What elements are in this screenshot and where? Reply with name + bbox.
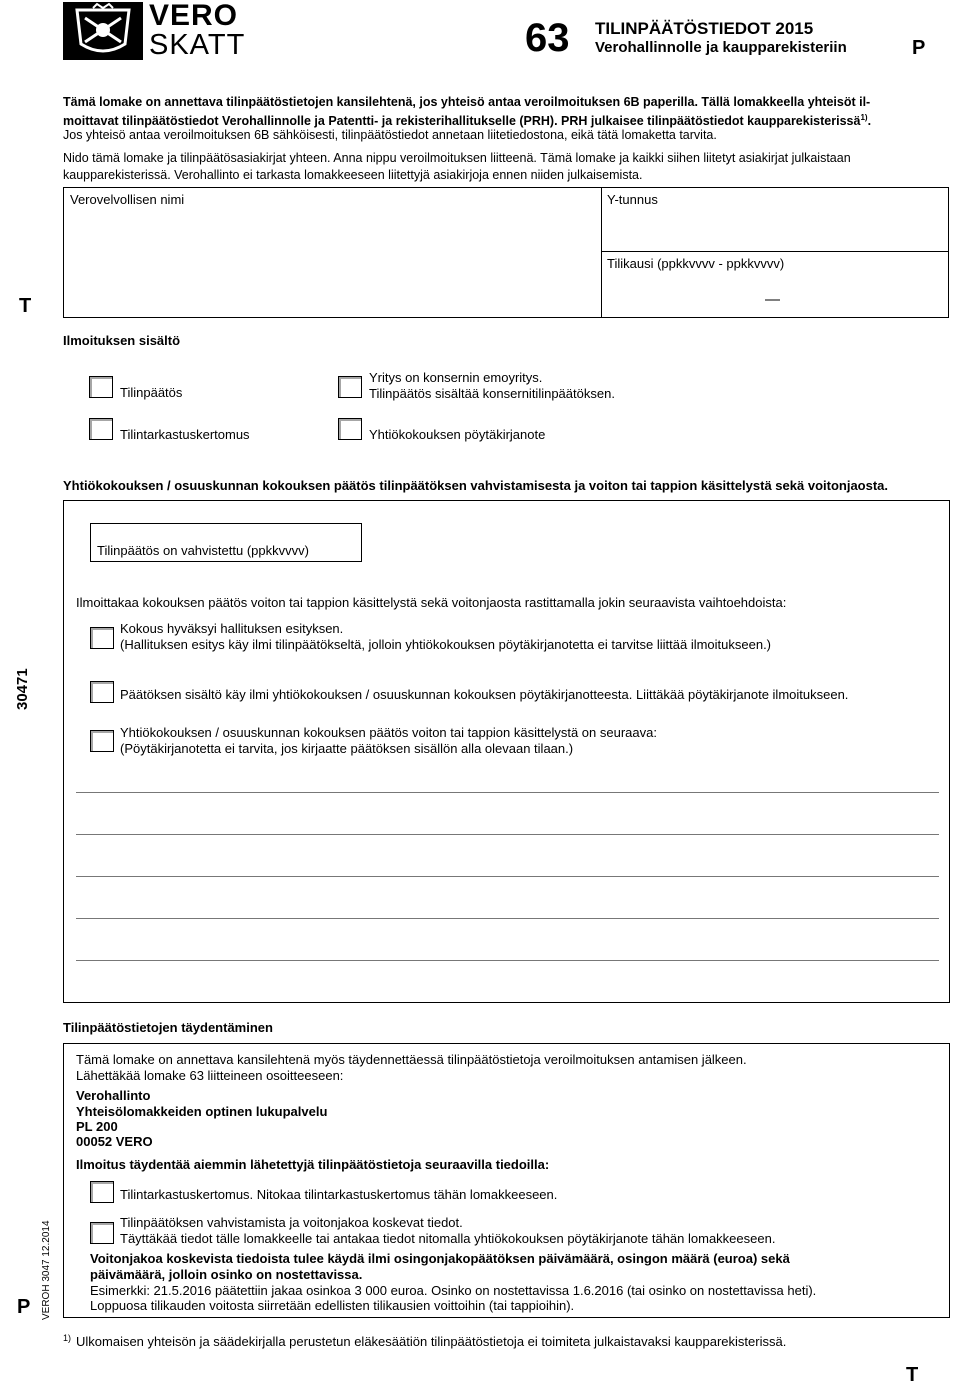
side-code-veroh: VEROH 3047 12.2014 [41, 1220, 52, 1320]
form-subtitle: Verohallinnolle ja kaupparekisteriin [595, 39, 847, 56]
confirmation-date-label: Tilinpäätös on vahvistettu (ppkkvvvv) [97, 543, 309, 558]
decision-writing-line-3[interactable] [76, 876, 939, 877]
address-line-3: PL 200 [76, 1119, 118, 1134]
taxpayer-name-label: Verovelvollisen nimi [70, 192, 185, 207]
supplement-heading: Tilinpäätöstietojen täydentäminen [63, 1020, 273, 1035]
supplement-line-1: Tämä lomake on annettava kansilehtenä myös täydennettäessä tilinpäätöstietoja veroilmoituksen antamisen jälkeen. [76, 1052, 747, 1067]
business-id-label: Y-tunnus [607, 192, 658, 207]
board-proposal-label-1: Kokous hyväksyi hallituksen esityksen. [120, 621, 344, 636]
intro-line-5: kaupparekisterissä. Verohallinto ei tarkasta lomakkeeseen liitettyjä asiakirjoja ennen niiden julkaisemista. [63, 168, 643, 182]
decision-writing-line-5[interactable] [76, 960, 939, 961]
form-title: TILINPÄÄTÖSTIEDOT 2015 [595, 19, 814, 38]
corner-letter-t: T [906, 1364, 919, 1386]
checkbox-minutes-excerpt[interactable] [338, 418, 362, 440]
supplement-bold-1: Voitonjakoa koskevista tiedoista tulee käydä ilmi osingonjakopäätöksen päivämäärä, osingon määrä (euroa) sekä [90, 1251, 790, 1266]
checkbox-parent-company[interactable] [338, 376, 362, 398]
decision-written-label-2: (Pöytäkirjanotetta ei tarvita, jos kirjaatte päätöksen sisällön alla olevaan tilaan.) [120, 741, 574, 756]
decision-box [63, 500, 950, 1003]
footnote-ref: 1) [860, 113, 868, 122]
decision-written-label-1: Yhtiökokouksen / osuuskunnan kokouksen päätös voiton tai tappion käsittelystä on seuraava: [120, 725, 657, 740]
intro-line-1: Tämä lomake on annettava tilinpäätöstietojen kansilehtenä, jos yhteisö antaa veroilmoituksen 6B paperilla. Tällä lomakkeella yhteisöt il- [63, 95, 871, 109]
intro-line-4: Nido tämä lomake ja tilinpäätösasiakirjat yhteen. Anna nippu veroilmoituksen liitteenä. Tämä lomake ja kaikki siihen liitetyt asiakirjat julkaistaan [63, 151, 851, 165]
vero-logo [63, 2, 251, 60]
checkbox-parent-company-label-1: Yritys on konsernin emoyritys. [369, 370, 543, 385]
checkbox-audit-report[interactable] [89, 418, 113, 440]
intro-line-2-text: moittavat tilinpäätöstiedot Verohallinnolle ja Patentti- ja rekisterihallitukselle (PRH). PRH julkaisee tilinpäätöstiedot kaupparekisterissä [63, 114, 861, 129]
confirmation-date-field[interactable] [90, 523, 362, 562]
side-code-30471: 30471 [14, 668, 31, 710]
checkbox-audit-report-label: Tilintarkastuskertomus [120, 427, 250, 442]
supplement-example-2: Loppuosa tilikauden voitosta siirretään edellisten tilikausien voittoihin (tai tappioihin). [90, 1298, 575, 1313]
supplement-example-1: Esimerkki: 21.5.2016 päätettiin jakaa osinkoa 3 000 euroa. Osinko on nostettavissa 1.6.2016 (tai osinko on nostettavissa heti). [90, 1283, 817, 1298]
decision-writing-line-1[interactable] [76, 792, 939, 793]
logo-vero-text: VERO [149, 0, 239, 32]
supplement-dividend-label-1: Tilinpäätöksen vahvistamista ja voitonjakoa koskevat tiedot. [120, 1215, 463, 1230]
address-line-4: 00052 VERO [76, 1134, 153, 1149]
checkbox-decision-written[interactable] [90, 730, 114, 752]
decision-writing-line-4[interactable] [76, 918, 939, 919]
supplement-bold-2: päivämäärä, jolloin osinko on nostettavissa. [90, 1267, 363, 1282]
checkbox-board-proposal[interactable] [90, 627, 114, 649]
fiscal-period-label: Tilikausi (ppkkvvvv - ppkkvvvv) [607, 256, 785, 271]
fiscal-period-separator: — [765, 291, 780, 308]
side-letter-p: P [17, 1296, 31, 1318]
fiscal-period-field[interactable] [601, 251, 949, 318]
supplement-notice: Ilmoitus täydentää aiemmin lähetettyjä tilinpäätöstietoja seuraavilla tiedoilla: [76, 1157, 550, 1172]
form-number: 63 [525, 16, 570, 60]
address-line-1: Verohallinto [76, 1088, 151, 1103]
board-proposal-label-2: (Hallituksen esitys käy ilmi tilinpäätökseltä, jolloin yhtiökokouksen pöytäkirjanotetta ei tarvitse liittää ilmoitukseen.) [120, 637, 772, 652]
address-line-2: Yhteisölomakkeiden optinen lukupalvelu [76, 1104, 328, 1119]
checkbox-supplement-audit[interactable] [90, 1181, 114, 1203]
logo-skatt-text: SKATT [149, 29, 246, 61]
checkbox-supplement-dividend[interactable] [90, 1222, 114, 1244]
footnote-text: Ulkomaisen yhteisön ja säädekirjalla perustetun eläkesäätiön tilinpäätöstietoja ei toimiteta julkaistavaksi kaupparekisterissä. [76, 1334, 787, 1349]
checkbox-financial-statement[interactable] [89, 376, 113, 398]
checkbox-minutes-decision[interactable] [90, 681, 114, 703]
checkbox-financial-statement-label: Tilinpäätös [120, 385, 183, 400]
supplement-line-2: Lähettäkää lomake 63 liitteineen osoitteeseen: [76, 1068, 344, 1083]
supplement-box [63, 1043, 950, 1318]
checkbox-minutes-excerpt-label: Yhtiökokouksen pöytäkirjanote [369, 427, 546, 442]
supplement-dividend-label-2: Täyttäkää tiedot tälle lomakkeelle tai antakaa tiedot nitomalla yhtiökokouksen pöytäkirjanote tähän lomakkeeseen. [120, 1231, 776, 1246]
footnote-mark: 1) [63, 1333, 72, 1343]
crest-icon [63, 2, 143, 60]
minutes-decision-label: Päätöksen sisältö käy ilmi yhtiökokouksen / osuuskunnan kokouksen pöytäkirjanotteesta. Liittäkää pöytäkirjanote ilmoitukseen. [120, 687, 849, 702]
checkbox-parent-company-label-2: Tilinpäätös sisältää konsernitilinpäätöksen. [369, 386, 615, 401]
decision-writing-line-2[interactable] [76, 834, 939, 835]
intro-line-2-end: . [867, 114, 872, 129]
decision-instruction: Ilmoittakaa kokouksen päätös voiton tai tappion käsittelystä sekä voitonjaosta rastittamalla jokin seuraavista vaihtoehdoista: [76, 595, 787, 610]
corner-letter-p: P [912, 37, 926, 59]
intro-line-3: Jos yhteisö antaa veroilmoituksen 6B sähköisesti, tilinpäätöstiedot annetaan liitetiedostona, eikä tätä lomaketta tarvita. [63, 128, 717, 142]
business-id-field[interactable] [601, 187, 949, 252]
side-letter-t: T [19, 295, 32, 317]
contents-heading: Ilmoituksen sisältö [63, 333, 181, 348]
taxpayer-name-field[interactable] [63, 187, 602, 318]
supplement-audit-label: Tilintarkastuskertomus. Nitokaa tilintarkastuskertomus tähän lomakkeeseen. [120, 1187, 558, 1202]
decision-heading: Yhtiökokouksen / osuuskunnan kokouksen päätös tilinpäätöksen vahvistamisesta ja voiton tai tappion käsittelystä sekä voitonjaosta. [63, 478, 889, 493]
